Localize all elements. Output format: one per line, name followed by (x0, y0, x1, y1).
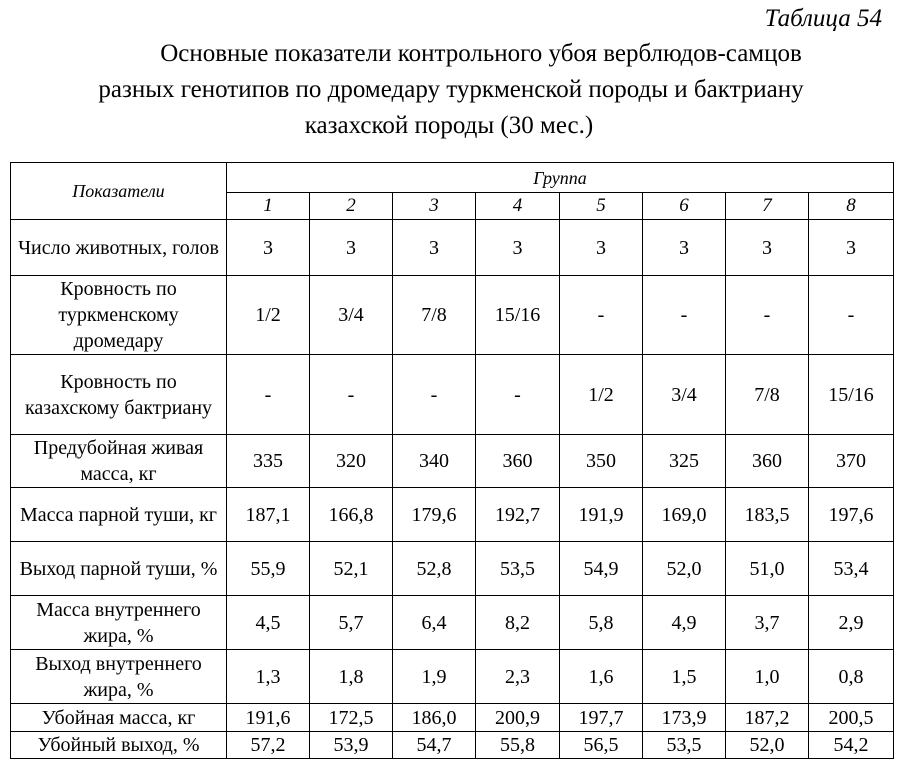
table-cell: - (726, 276, 809, 355)
group-number-header: 2 (310, 193, 393, 220)
group-number-header: 5 (560, 193, 643, 220)
table-cell: 360 (726, 435, 809, 488)
table-cell: 56,5 (560, 732, 643, 759)
group-number-header: 8 (809, 193, 894, 220)
table-cell: 370 (809, 435, 894, 488)
row-label: Число животных, голов (11, 220, 227, 276)
table-cell: 4,9 (643, 596, 726, 650)
group-number-header: 7 (726, 193, 809, 220)
table-cell: 1,0 (726, 650, 809, 704)
row-label: Выход парной туши, % (11, 542, 227, 596)
table-title (0, 36, 898, 144)
table-cell: 4,5 (227, 596, 310, 650)
table-cell: 166,8 (310, 488, 393, 542)
table-cell: 52,0 (643, 542, 726, 596)
table-cell: 169,0 (643, 488, 726, 542)
table-cell: 1,5 (643, 650, 726, 704)
table-cell: - (393, 355, 476, 435)
table-cell: - (310, 355, 393, 435)
table-cell: 5,7 (310, 596, 393, 650)
table-row (11, 732, 894, 759)
table-cell: 7/8 (393, 276, 476, 355)
table-cell: 187,2 (726, 704, 809, 732)
table-cell: 192,7 (476, 488, 560, 542)
table-row (11, 596, 894, 650)
row-label: Выход внутреннего жира, % (11, 650, 227, 704)
table-cell: - (809, 276, 894, 355)
table-cell: 335 (227, 435, 310, 488)
table-cell: 2,9 (809, 596, 894, 650)
table-cell: 3,7 (726, 596, 809, 650)
table-cell: - (476, 355, 560, 435)
row-label: Кровность по туркменскому дромедару (11, 276, 227, 355)
table-cell: 52,1 (310, 542, 393, 596)
table-cell: 7/8 (726, 355, 809, 435)
table-row (11, 220, 894, 276)
group-number-header: 1 (227, 193, 310, 220)
table-cell: 3 (227, 220, 310, 276)
table-cell: 1,8 (310, 650, 393, 704)
table-cell: 5,8 (560, 596, 643, 650)
table-cell: 0,8 (809, 650, 894, 704)
table-cell: - (227, 355, 310, 435)
row-label: Масса парной туши, кг (11, 488, 227, 542)
table-cell: 52,8 (393, 542, 476, 596)
table-row (11, 650, 894, 704)
table-number-label: Таблица 54 (764, 5, 882, 32)
table-cell: 320 (310, 435, 393, 488)
table-cell: 360 (476, 435, 560, 488)
row-label: Убойная масса, кг (11, 704, 227, 732)
table-cell: 1/2 (227, 276, 310, 355)
group-header: Группа (227, 163, 894, 193)
table-cell: 1,6 (560, 650, 643, 704)
table-cell: 52,0 (726, 732, 809, 759)
table-cell: 172,5 (310, 704, 393, 732)
table-cell: - (643, 276, 726, 355)
table-cell: 3/4 (643, 355, 726, 435)
table-cell: 3 (560, 220, 643, 276)
row-label: Убойный выход, % (11, 732, 227, 759)
table-cell: 187,1 (227, 488, 310, 542)
table-cell: 200,5 (809, 704, 894, 732)
table-cell: 53,5 (643, 732, 726, 759)
table-row (11, 276, 894, 355)
table-cell: 55,8 (476, 732, 560, 759)
table-cell: - (560, 276, 643, 355)
table-cell: 183,5 (726, 488, 809, 542)
title-line: Основные показатели контрольного убоя верблюдов-самцов (160, 40, 802, 67)
title-line: казахской породы (30 мес.) (304, 112, 594, 139)
table-cell: 350 (560, 435, 643, 488)
group-number-header: 3 (393, 193, 476, 220)
table-cell: 8,2 (476, 596, 560, 650)
indicators-column-header: Показатели (11, 163, 227, 220)
table-cell: 54,9 (560, 542, 643, 596)
title-line: разных генотипов по дромедару туркменской породы и бактриану (98, 76, 804, 103)
header-row-group (11, 163, 894, 193)
table-row (11, 488, 894, 542)
table-cell: 3 (310, 220, 393, 276)
table-cell: 1,9 (393, 650, 476, 704)
table-cell: 54,7 (393, 732, 476, 759)
table-cell: 1,3 (227, 650, 310, 704)
table-cell: 191,9 (560, 488, 643, 542)
table-row (11, 704, 894, 732)
table-row (11, 542, 894, 596)
table-cell: 55,9 (227, 542, 310, 596)
slaughter-indicators-table (10, 162, 894, 759)
table-cell: 3 (393, 220, 476, 276)
table-row (11, 435, 894, 488)
row-label: Масса внутреннего жира, % (11, 596, 227, 650)
table-cell: 340 (393, 435, 476, 488)
table-cell: 191,6 (227, 704, 310, 732)
table-cell: 54,2 (809, 732, 894, 759)
table-cell: 15/16 (476, 276, 560, 355)
table-cell: 3 (809, 220, 894, 276)
table-cell: 325 (643, 435, 726, 488)
table-cell: 1/2 (560, 355, 643, 435)
row-label: Кровность по казахскому бактриану (11, 355, 227, 435)
table-cell: 197,7 (560, 704, 643, 732)
table-row (11, 355, 894, 435)
table-cell: 179,6 (393, 488, 476, 542)
table-cell: 53,4 (809, 542, 894, 596)
table-cell: 197,6 (809, 488, 894, 542)
table-cell: 3 (476, 220, 560, 276)
table-cell: 200,9 (476, 704, 560, 732)
group-number-header: 4 (476, 193, 560, 220)
table-cell: 3 (643, 220, 726, 276)
group-number-header: 6 (643, 193, 726, 220)
table-cell: 3 (726, 220, 809, 276)
table-cell: 3/4 (310, 276, 393, 355)
table-cell: 15/16 (809, 355, 894, 435)
table-cell: 53,9 (310, 732, 393, 759)
table-cell: 57,2 (227, 732, 310, 759)
table-cell: 53,5 (476, 542, 560, 596)
table-cell: 173,9 (643, 704, 726, 732)
row-label: Предубойная живая масса, кг (11, 435, 227, 488)
table-cell: 186,0 (393, 704, 476, 732)
table-cell: 51,0 (726, 542, 809, 596)
table-cell: 6,4 (393, 596, 476, 650)
table-cell: 2,3 (476, 650, 560, 704)
